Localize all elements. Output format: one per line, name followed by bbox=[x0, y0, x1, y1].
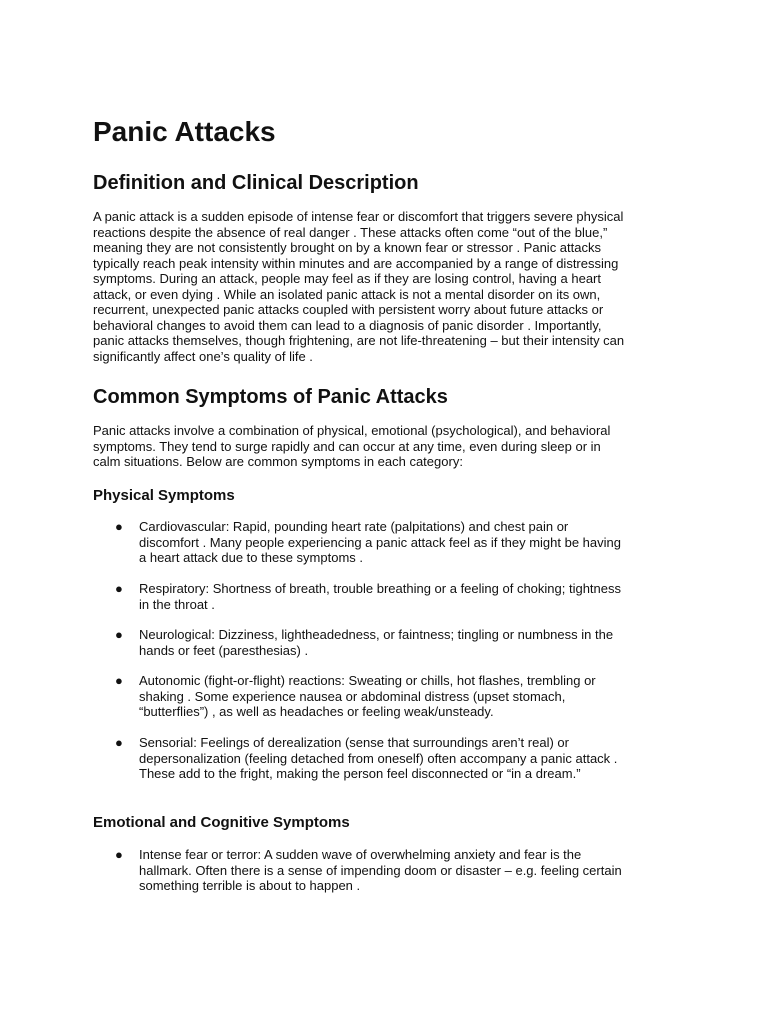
bullet-icon: ● bbox=[115, 519, 123, 534]
paragraph-line: A panic attack is a sudden episode of intense fear or discomfort that triggers severe physical bbox=[93, 209, 624, 224]
list-item-line: a heart attack due to these symptoms . bbox=[139, 550, 364, 565]
bullet-icon: ● bbox=[115, 735, 123, 750]
paragraph-line: Panic attacks involve a combination of physical, emotional (psychological), and behavioral bbox=[93, 423, 611, 438]
list-item-line: Respiratory: Shortness of breath, trouble breathing or a feeling of choking; tightness bbox=[139, 581, 622, 596]
bullet-icon: ● bbox=[115, 627, 123, 642]
bullet-icon: ● bbox=[115, 847, 123, 862]
definition-paragraph bbox=[93, 209, 624, 364]
list-item-line: Intense fear or terror: A sudden wave of overwhelming anxiety and fear is the bbox=[139, 847, 582, 862]
list-item-line: shaking . Some experience nausea or abdominal distress (upset stomach, bbox=[139, 688, 566, 704]
paragraph-line: meaning they are not consistently brought on by a known fear or stressor . Panic attacks bbox=[93, 240, 601, 255]
bullet-icon: ● bbox=[115, 581, 123, 596]
document-title: Panic Attacks bbox=[93, 116, 276, 147]
paragraph-line: behavioral changes to avoid them can lead to a diagnosis of panic disorder . Importantly, bbox=[93, 317, 602, 333]
paragraph-line: significantly affect one’s quality of life . bbox=[93, 348, 313, 364]
list-item-line: Sensorial: Feelings of derealization (sense that surroundings aren’t real) or bbox=[139, 735, 569, 750]
list-item-line: “butterflies”) , as well as headaches or feeling weak/unsteady. bbox=[139, 704, 494, 719]
bullet-icon: ● bbox=[115, 673, 123, 688]
list-item-line: depersonalization (feeling detached from oneself) often accompany a panic attack . bbox=[139, 750, 618, 766]
paragraph-line: symptoms. They tend to surge rapidly and can occur at any time, even during sleep or in bbox=[93, 438, 601, 454]
paragraph-line: panic attacks themselves, though frightening, are not life-threatening – but their intensity can bbox=[93, 333, 625, 348]
subheading-physical-symptoms: Physical Symptoms bbox=[93, 487, 235, 504]
paragraph-line: recurrent, unexpected panic attacks coupled with persistent worry about future attacks or bbox=[93, 302, 604, 317]
subheading-emotional-symptoms: Emotional and Cognitive Symptoms bbox=[93, 814, 350, 831]
section-heading-symptoms: Common Symptoms of Panic Attacks bbox=[93, 386, 448, 408]
paragraph-line: typically reach peak intensity within minutes and are accompanied by a range of distressing bbox=[93, 255, 619, 271]
list-item-line: in the throat . bbox=[139, 596, 215, 612]
paragraph-line: reactions despite the absence of real danger . These attacks often come “out of the blue,” bbox=[93, 224, 608, 240]
paragraph-line: symptoms. During an attack, people may feel as if they are losing control, having a heart bbox=[93, 271, 601, 286]
paragraph-line: calm situations. Below are common symptoms in each category: bbox=[93, 454, 463, 469]
list-item-line: hands or feet (paresthesias) . bbox=[139, 642, 309, 658]
list-item-line: Autonomic (fight-or-flight) reactions: Sweating or chills, hot flashes, trembling or bbox=[139, 673, 596, 688]
list-item-line: Cardiovascular: Rapid, pounding heart rate (palpitations) and chest pain or bbox=[139, 519, 569, 534]
list-item-line: something terrible is about to happen . bbox=[139, 878, 361, 893]
list-item-line: hallmark. Often there is a sense of impending doom or disaster – e.g. feeling certain bbox=[139, 862, 622, 878]
symptoms-intro-paragraph bbox=[93, 423, 610, 470]
paragraph-line: attack, or even dying . While an isolated panic attack is not a mental disorder on its own, bbox=[93, 286, 601, 302]
section-heading-definition: Definition and Clinical Description bbox=[93, 172, 419, 194]
list-item-line: These add to the fright, making the person feel disconnected or “in a dream.” bbox=[139, 766, 581, 781]
list-item-line: Neurological: Dizziness, lightheadedness, or faintness; tingling or numbness in the bbox=[139, 627, 614, 642]
list-item-line: discomfort . Many people experiencing a panic attack feel as if they might be having bbox=[139, 534, 621, 550]
